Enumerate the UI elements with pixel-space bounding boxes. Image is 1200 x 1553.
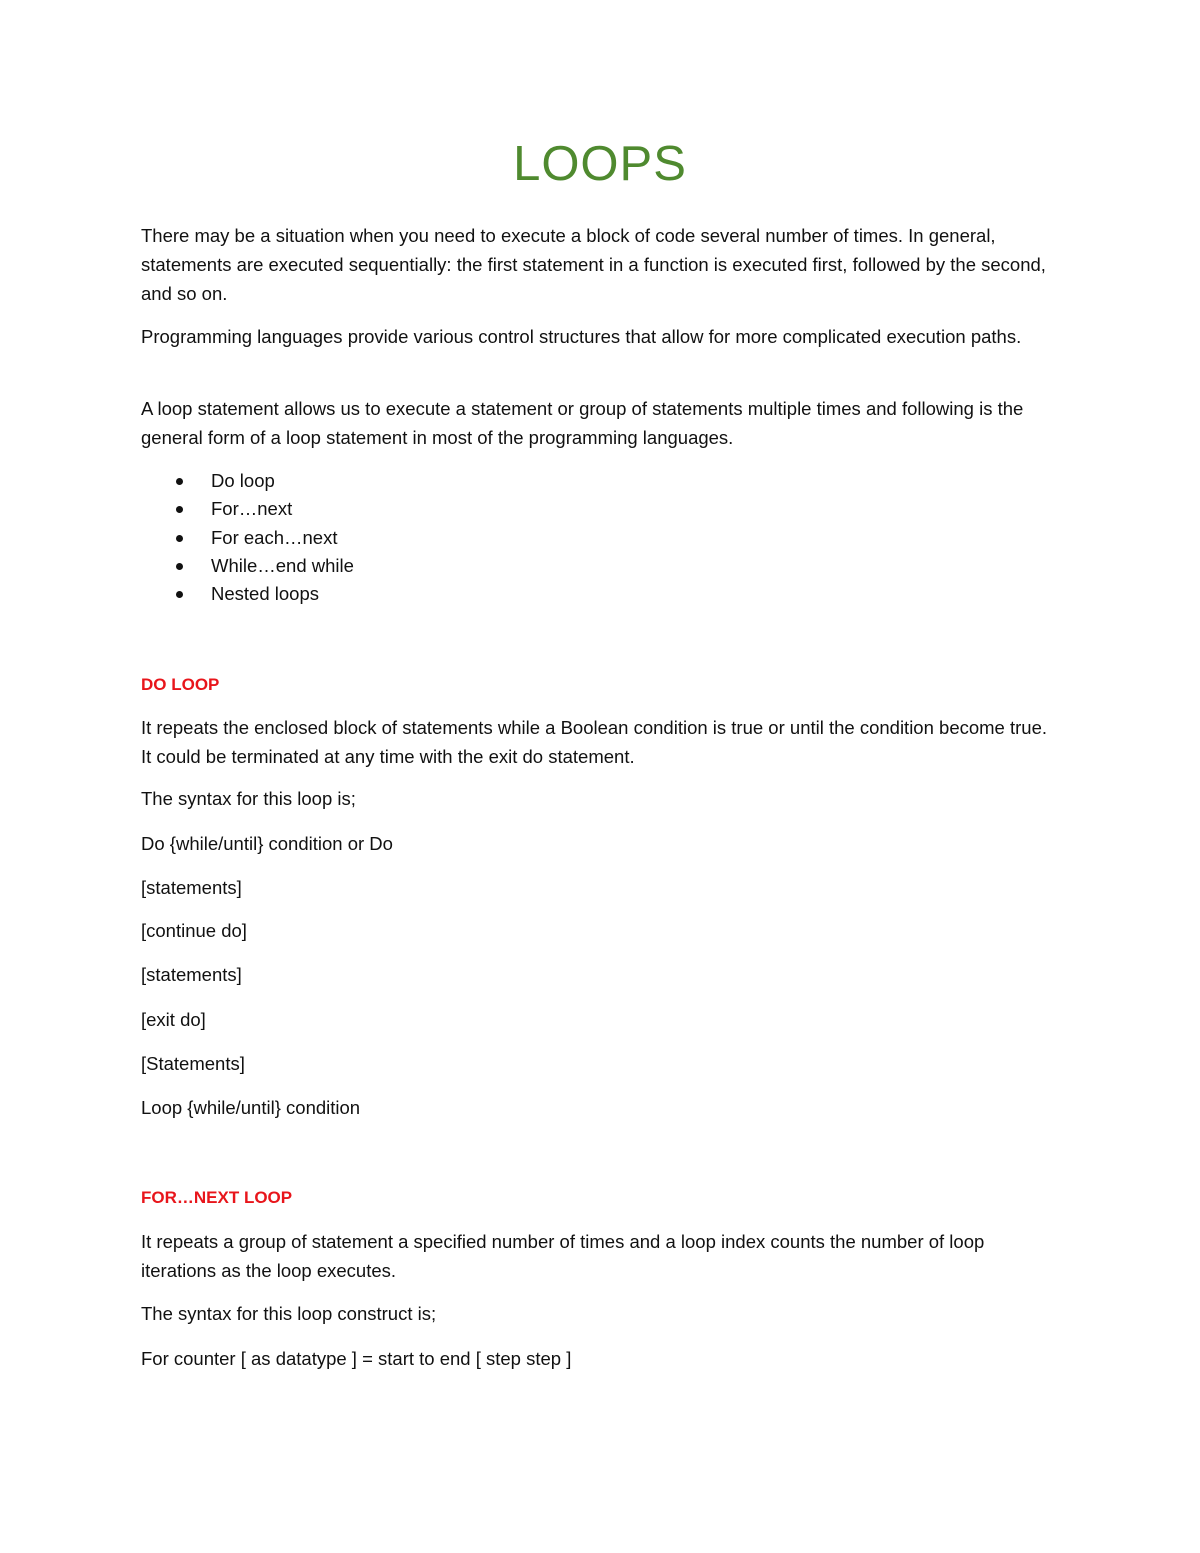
loop-types-list [141, 467, 354, 608]
syntax-line: [statements] [141, 877, 242, 898]
syntax-line: [exit do] [141, 1009, 206, 1030]
bullet-icon [176, 563, 183, 570]
intro-paragraph-1: There may be a situation when you need to execute a block of code several number of times. In general, statements are executed sequentially: the first statement in a function is executed first, followed by the second, and so on. [141, 225, 1046, 304]
list-item-label: For…next [211, 498, 293, 520]
list-item-label: Do loop [211, 470, 275, 491]
intro-paragraph-3: A loop statement allows us to execute a statement or group of statements multiple times and following is the general form of a loop statement in most of the programming languages. [141, 398, 1024, 448]
syntax-line: Do {while/until} condition or Do [141, 833, 393, 854]
list-item [141, 495, 354, 523]
syntax-line: For counter [ as datatype ] = start to end [ step step ] [141, 1348, 572, 1369]
list-item-label: While…end while [211, 554, 354, 576]
intro-paragraph-2: Programming languages provide various control structures that allow for more complicated execution paths. [141, 326, 1022, 347]
list-item [141, 580, 354, 608]
for-next-heading: FOR…NEXT LOOP [141, 1188, 293, 1207]
syntax-line: [continue do] [141, 920, 247, 941]
list-item [141, 467, 354, 495]
syntax-line: [Statements] [141, 1053, 245, 1074]
bullet-icon [176, 506, 183, 513]
bullet-icon [176, 591, 183, 598]
do-loop-heading: DO LOOP [141, 675, 220, 694]
syntax-line: Loop {while/until} condition [141, 1097, 361, 1118]
bullet-icon [176, 478, 183, 485]
do-loop-description: It repeats the enclosed block of statements while a Boolean condition is true or until the condition become true. It could be terminated at any time with the exit do statement. [141, 717, 1048, 767]
for-next-description: It repeats a group of statement a specified number of times and a loop index counts the number of loop iterations as the loop executes. [141, 1231, 985, 1281]
list-item-label: Nested loops [211, 583, 319, 605]
list-item-label: For each…next [211, 526, 338, 548]
list-item [141, 524, 354, 552]
bullet-icon [176, 535, 183, 542]
syntax-line: [statements] [141, 964, 242, 985]
do-loop-syntax-intro: The syntax for this loop is; [141, 788, 356, 809]
page-title: LOOPS [513, 137, 687, 191]
for-next-syntax-intro: The syntax for this loop construct is; [141, 1303, 437, 1324]
list-item [141, 552, 354, 580]
